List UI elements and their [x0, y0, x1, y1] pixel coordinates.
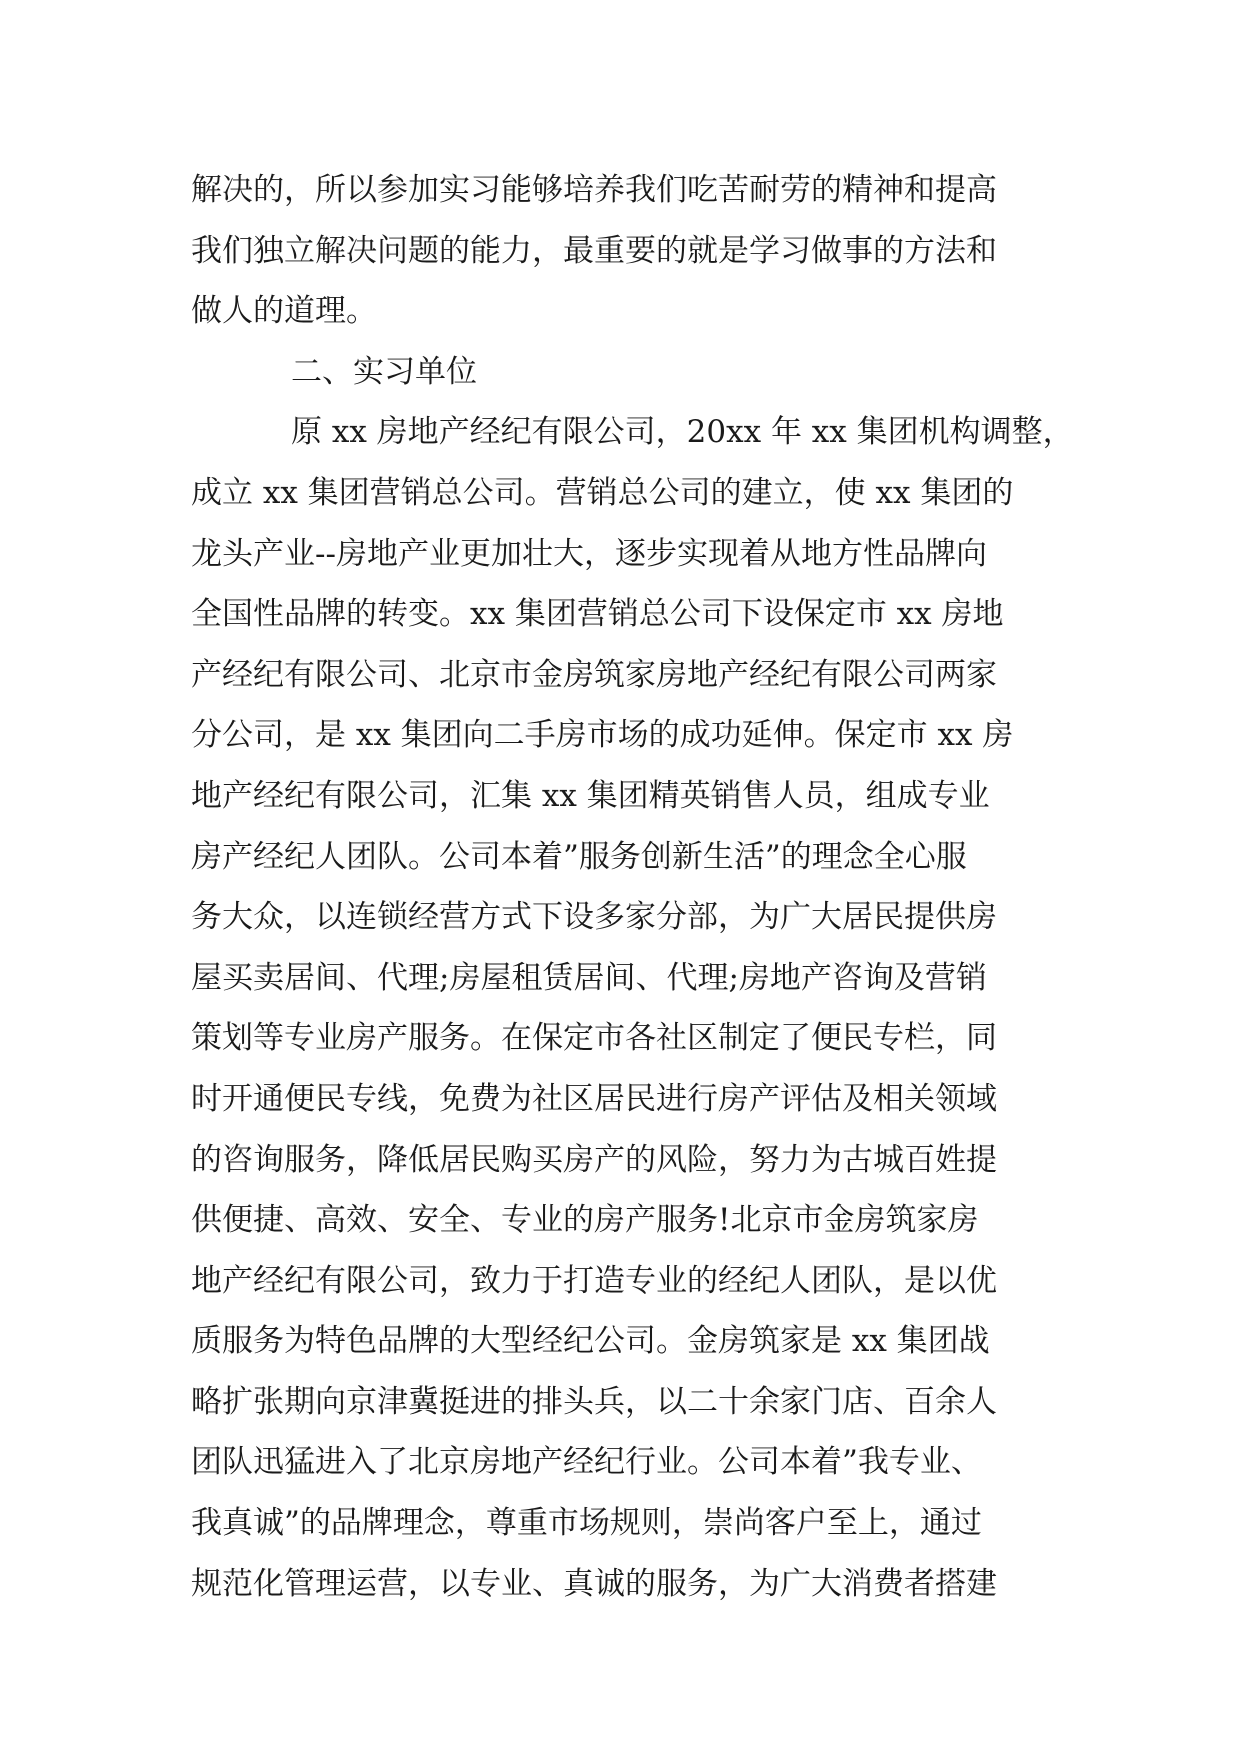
text-line: 龙头产业--房地产业更加壮大，逐步实现着从地方性品牌向 [191, 535, 987, 572]
text-line: 我真诚”的品牌理念，尊重市场规则，崇尚客户至上，通过 [191, 1505, 982, 1542]
paragraph-intro [191, 160, 1091, 342]
text-line: 分公司，是 xx 集团向二手房市场的成功延伸。保定市 xx 房 [191, 717, 1014, 754]
text-line: 解决的，所以参加实习能够培养我们吃苦耐劳的精神和提高 [191, 172, 997, 208]
text-line: 略扩张期向京津冀挺进的排头兵，以二十余家门店、百余人 [191, 1383, 997, 1420]
text-line: 规范化管理运营，以专业、真诚的服务，为广大消费者搭建 [191, 1565, 997, 1602]
text-line: 质服务为特色品牌的大型经纪公司。金房筑家是 xx 集团战 [191, 1323, 990, 1360]
text-line: 产经纪有限公司、北京市金房筑家房地产经纪有限公司两家 [191, 656, 997, 693]
text-line: 的咨询服务，降低居民购买房产的风险，努力为古城百姓提 [191, 1141, 997, 1178]
text-line: 务大众，以连锁经营方式下设多家分部，为广大居民提供房 [191, 899, 997, 936]
text-line: 屋买卖居间、代理;房屋租赁居间、代理;房地产咨询及营销 [191, 959, 987, 996]
text-line: 我们独立解决问题的能力，最重要的就是学习做事的方法和 [191, 232, 997, 269]
text-line: 团队迅猛进入了北京房地产经纪行业。公司本着”我专业、 [191, 1444, 982, 1481]
paragraph-company [191, 402, 1091, 1614]
text-line: 原 xx 房地产经纪有限公司，20xx 年 xx 集团机构调整， [291, 414, 1074, 451]
text-line: 全国性品牌的转变。xx 集团营销总公司下设保定市 xx 房地 [191, 596, 1004, 633]
document-body [191, 160, 1091, 1614]
text-line: 供便捷、高效、安全、专业的房产服务!北京市金房筑家房 [191, 1202, 979, 1239]
text-line: 房产经纪人团队。公司本着”服务创新生活”的理念全心服 [191, 838, 967, 875]
text-line: 策划等专业房产服务。在保定市各社区制定了便民专栏，同 [191, 1020, 997, 1057]
text-line: 地产经纪有限公司，致力于打造专业的经纪人团队，是以优 [191, 1262, 997, 1299]
text-line: 时开通便民专线，免费为社区居民进行房产评估及相关领域 [191, 1080, 997, 1117]
text-line: 成立 xx 集团营销总公司。营销总公司的建立，使 xx 集团的 [191, 474, 1014, 511]
text-line: 地产经纪有限公司，汇集 xx 集团精英销售人员，组成专业 [191, 777, 990, 814]
text-line: 做人的道理。 [191, 293, 377, 330]
section-heading: 二、实习单位 [291, 353, 477, 390]
